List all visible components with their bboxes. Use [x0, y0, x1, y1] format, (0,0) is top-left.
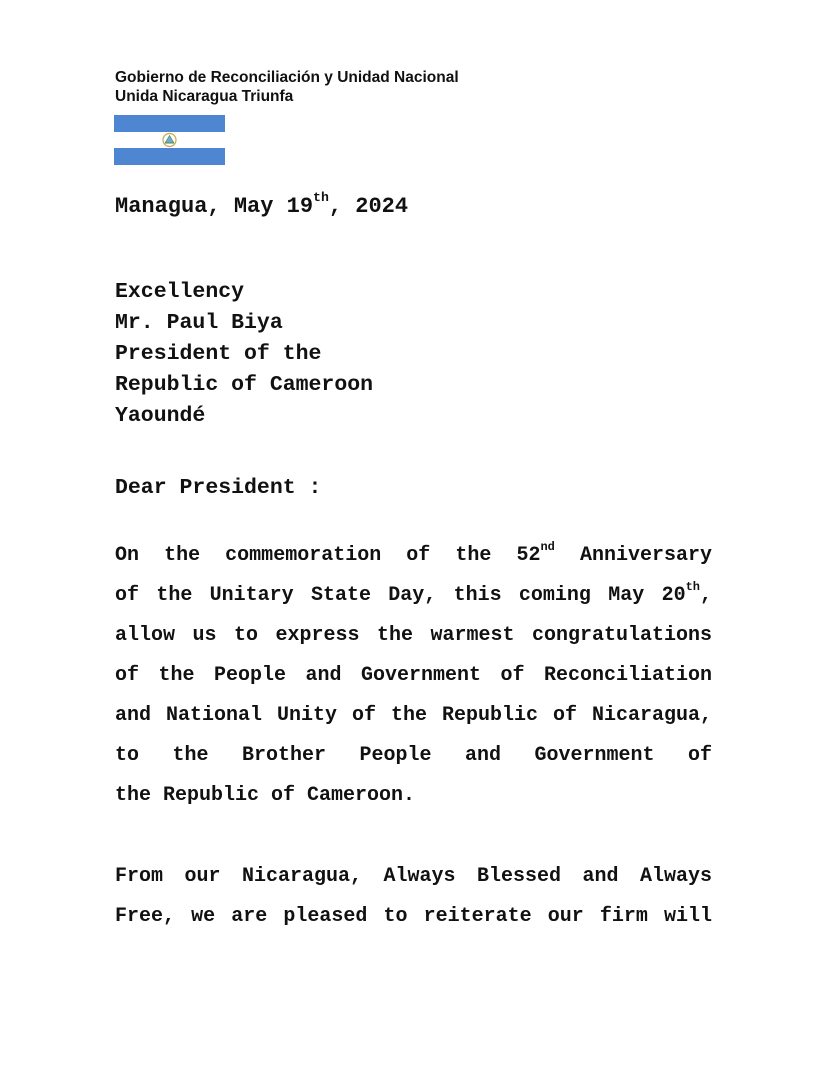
- recipient-honorific: Excellency: [115, 280, 245, 304]
- paragraph-line: the Republic of Cameroon.: [115, 784, 416, 807]
- paragraph-line: On the commemoration of the 52nd Anniversary: [115, 539, 712, 567]
- paragraph-line: From our Nicaragua, Always Blessed and Always: [115, 865, 712, 888]
- nicaragua-flag-icon: [114, 115, 225, 165]
- paragraph-line: allow us to express the warmest congratulations: [115, 624, 712, 647]
- body-paragraph-2: [115, 857, 712, 937]
- recipient-country: Republic of Cameroon: [115, 373, 374, 397]
- paragraph-line: and National Unity of the Republic of Nicaragua,: [115, 704, 712, 727]
- letterhead-government-name: Gobierno de Reconciliación y Unidad Nacional: [115, 69, 459, 86]
- letterhead-motto: Unida Nicaragua Triunfa: [115, 88, 294, 105]
- letter-date: Managua, May 19th, 2024: [115, 189, 409, 219]
- paragraph-line: of the Unitary State Day, this coming May 20th,: [115, 579, 712, 607]
- letterhead: [115, 68, 459, 106]
- recipient-city: Yaoundé: [115, 404, 206, 428]
- paragraph-line: Free, we are pleased to reiterate our firm will: [115, 905, 712, 928]
- paragraph-line: of the People and Government of Reconciliation: [115, 664, 712, 687]
- body-paragraph-1: [115, 536, 712, 816]
- paragraph-line: to the Brother People and Government of: [115, 744, 712, 767]
- salutation: Dear President :: [115, 476, 322, 500]
- recipient-title: President of the: [115, 342, 322, 366]
- coat-of-arms-icon: [163, 134, 176, 147]
- recipient-name: Mr. Paul Biya: [115, 311, 283, 335]
- recipient-block: [115, 277, 373, 432]
